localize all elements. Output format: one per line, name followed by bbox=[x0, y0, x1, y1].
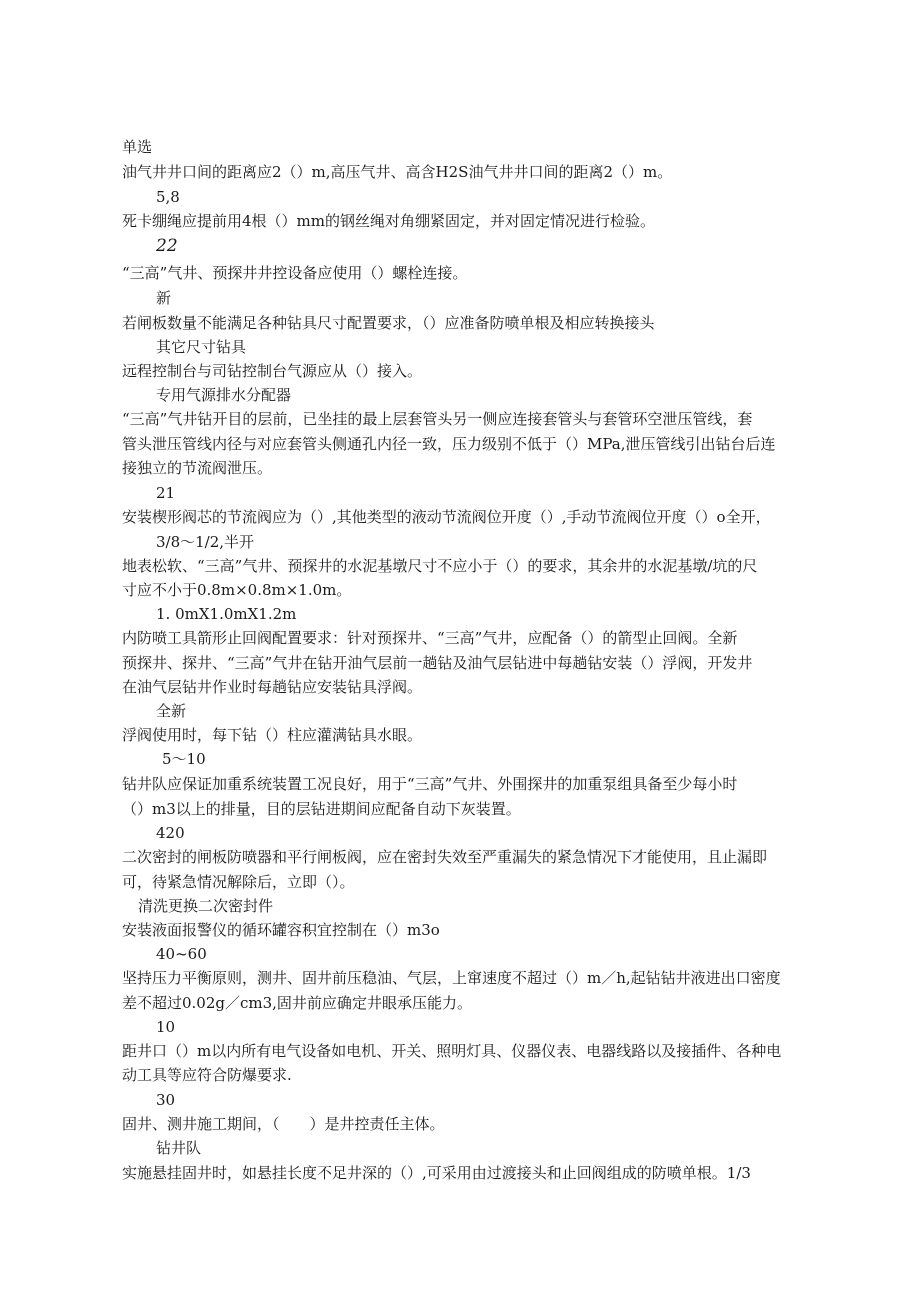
question-text: 在油气层钻井作业时每趟钻应安装钻具浮阀。 bbox=[122, 678, 423, 696]
question-text: 安装楔形阀芯的节流阀应为（）,其他类型的液动节流阀位开度（）,手动节流阀位开度（）o全开， bbox=[122, 508, 771, 526]
answer-text: 10 bbox=[156, 1018, 176, 1036]
question-text: 浮阀使用时，每下钻（）柱应灌满钻具水眼。 bbox=[122, 726, 423, 744]
question-text: 预探井、探井、“三高”气井在钻开油气层前一趟钻及油气层钻进中每趟钻安装（）浮阀，开发井 bbox=[122, 654, 753, 672]
answer-text: 新 bbox=[156, 289, 172, 307]
question-text: 坚持压力平衡原则，测井、固井前压稳油、气层，上窜速度不超过（）m／h,起钻钻井液进出口密度 bbox=[122, 969, 781, 987]
answer-text: 清洗更换二次密封件 bbox=[138, 897, 274, 915]
answer-text: 40~60 bbox=[156, 945, 207, 963]
question-text: （）m3以上的排量，目的层钻进期间应配备自动下灰装置。 bbox=[122, 800, 521, 818]
answer-text: 全新 bbox=[156, 702, 187, 720]
question-text: 差不超过0.02g／cm3,固井前应确定井眼承压能力。 bbox=[122, 994, 472, 1012]
question-text: 安装液面报警仪的循环罐容积宜控制在（）m3o bbox=[122, 921, 440, 939]
question-text: “三高”气井、预探井井控设备应使用（）螺栓连接。 bbox=[122, 264, 468, 282]
question-text: 内防喷工具箭形止回阀配置要求：针对预探井、“三高”气井，应配备（）的箭型止回阀。全新 bbox=[122, 629, 738, 647]
question-text: 油气井井口间的距离应2（）m,高压气井、高含H2S油气井井口间的距离2（）m。 bbox=[122, 163, 673, 181]
question-text: 实施悬挂固井时，如悬挂长度不足井深的（）,可采用由过渡接头和止回阀组成的防喷单根。1/3 bbox=[122, 1164, 751, 1182]
answer-text: 30 bbox=[156, 1091, 176, 1109]
question-text: 距井口（）m以内所有电气设备如电机、开关、照明灯具、仪器仪表、电器线路以及接插件、各种电 bbox=[122, 1042, 782, 1060]
question-text: 固井、测井施工期间，（ ）是井控责任主体。 bbox=[122, 1115, 445, 1133]
answer-text: 钻井队 bbox=[156, 1139, 202, 1157]
question-text: 远程控制台与司钻控制台气源应从（）接入。 bbox=[122, 362, 423, 380]
question-text: “三高”气井钻开目的层前，已坐挂的最上层套管头另一侧应连接套管头与套管环空泄压管线，套 bbox=[122, 410, 753, 428]
question-text: 可，待紧急情况解除后，立即（）。 bbox=[122, 873, 355, 891]
question-text: 接独立的节流阀泄压。 bbox=[122, 459, 273, 477]
question-text: 动工具等应符合防爆要求. bbox=[122, 1066, 292, 1084]
question-text: 若闸板数量不能满足各种钻具尺寸配置要求，（）应准备防喷单根及相应转换接头 bbox=[122, 314, 655, 332]
answer-text: 专用气源排水分配器 bbox=[156, 386, 292, 404]
question-text: 管头泄压管线内径与对应套管头侧通孔内径一致，压力级别不低于（）MPa,泄压管线引出钻台后连 bbox=[122, 435, 776, 453]
question-text: 死卡绷绳应提前用4根（）mm的钢丝绳对角绷紧固定，并对固定情况进行检验。 bbox=[122, 212, 655, 230]
answer-text: 1. 0mX1.0mX1.2m bbox=[156, 605, 297, 623]
question-text: 地表松软、“三高”气井、预探井的水泥基墩尺寸不应小于（）的要求，其余井的水泥基墩/坑的尺 bbox=[122, 557, 758, 575]
question-text: 二次密封的闸板防喷器和平行闸板阀，应在密封失效至严重漏失的紧急情况下才能使用，且止漏即 bbox=[122, 848, 768, 866]
question-text: 钻井队应保证加重系统装置工况良好，用于“三高”气井、外围探井的加重泵组具备至少每小时 bbox=[122, 775, 738, 793]
answer-text: 3/8～1/2,半开 bbox=[156, 533, 255, 551]
answer-text: 5～10 bbox=[162, 750, 206, 768]
answer-text: 其它尺寸钻具 bbox=[156, 338, 247, 356]
answer-text: 22 bbox=[156, 236, 178, 256]
section-label: 单选 bbox=[122, 138, 153, 156]
answer-text: 21 bbox=[156, 484, 176, 502]
question-text: 寸应不小于0.8m×0.8m×1.0m。 bbox=[122, 581, 352, 599]
answer-text: 420 bbox=[156, 824, 185, 842]
answer-text: 5,8 bbox=[156, 188, 180, 206]
